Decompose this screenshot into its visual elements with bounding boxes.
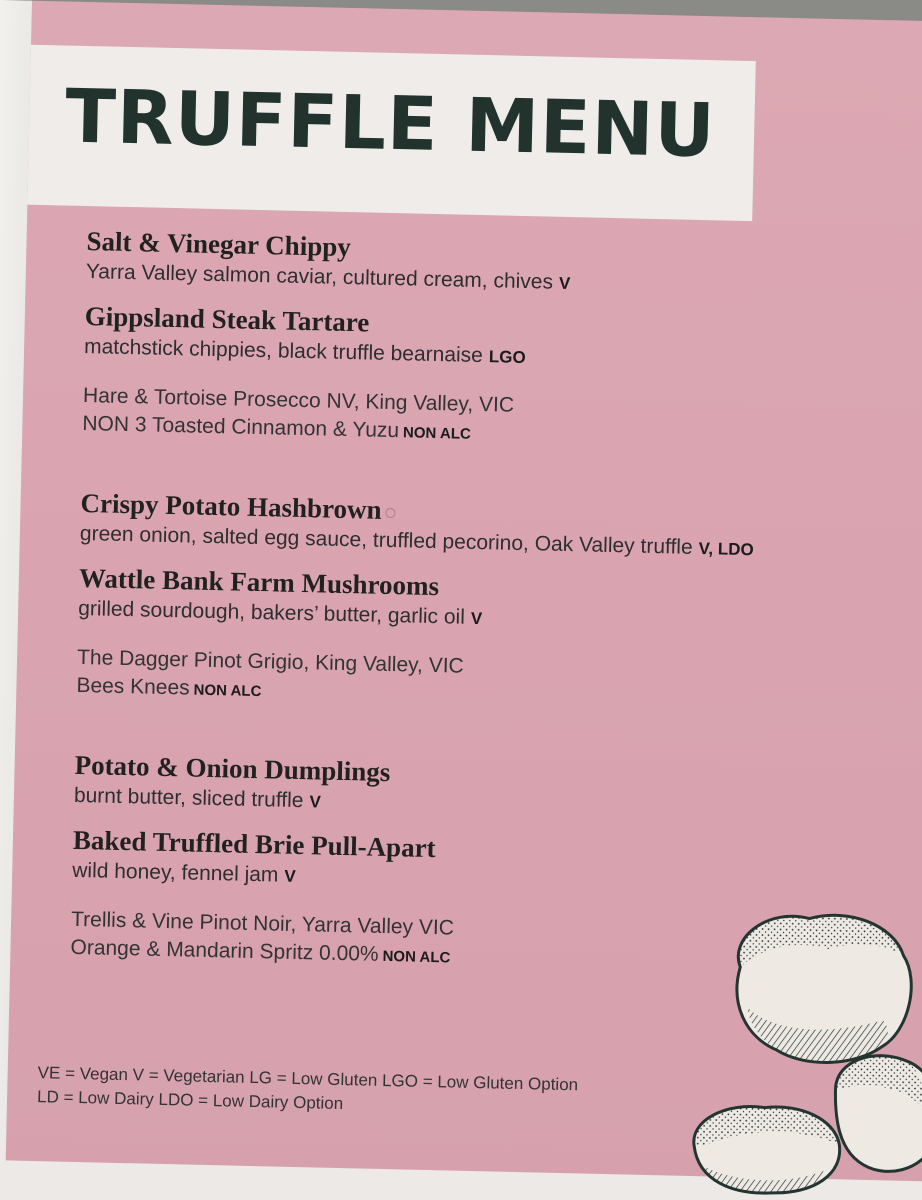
menu-title: TRUFFLE MENU <box>64 73 717 175</box>
truffle-bottom <box>693 1105 841 1195</box>
legend-line: LD = Low Dairy LDO = Low Dairy Option <box>36 1087 344 1114</box>
non-alc-tag: NON ALC <box>193 681 262 701</box>
menu-section <box>76 486 881 720</box>
truffle-illustration-icon <box>683 896 922 1200</box>
truffle-top <box>735 913 912 1064</box>
dish-name: Potato & Onion Dumplings <box>74 749 391 788</box>
dish-description-text: wild honey, fennel jam <box>72 858 279 887</box>
drink-text: Hare & Tortoise Prosecco NV, King Valley, VIC <box>82 383 515 417</box>
non-alc-tag: NON ALC <box>402 424 471 443</box>
dish-item <box>80 486 881 567</box>
dietary-tag: V <box>558 273 571 294</box>
dietary-tag: V <box>309 792 322 812</box>
dish-description-text: green onion, salted egg sauce, truffled pecorino, Oak Valley truffle <box>79 521 693 559</box>
dish-item <box>74 748 875 829</box>
dish-description-text: grilled sourdough, bakers’ butter, garlic oil <box>77 596 466 629</box>
dietary-tag: V <box>284 866 296 886</box>
non-alc-tag: NON ALC <box>382 947 451 967</box>
drink-text: NON 3 Toasted Cinnamon & Yuzu <box>82 411 400 443</box>
dish-name: Baked Truffled Brie Pull-Apart <box>72 824 436 864</box>
dietary-legend <box>37 1061 579 1121</box>
drink-pairing <box>82 382 883 458</box>
dish-item <box>84 299 885 380</box>
truffle-right <box>834 1055 922 1173</box>
dietary-tag: V <box>470 608 483 629</box>
dish-name-text: Crispy Potato Hashbrown <box>80 487 382 525</box>
dish-description-text: burnt butter, sliced truffle <box>73 783 304 813</box>
drink-text: Orange & Mandarin Spritz 0.00% <box>70 935 379 966</box>
dish-item <box>72 823 873 904</box>
drink-text: The Dagger Pinot Grigio, King Valley, VIC <box>76 645 465 678</box>
dish-name: Gippsland Steak Tartare <box>84 301 370 338</box>
dish-description-text: matchstick chippies, black truffle bearnaise <box>83 335 484 368</box>
dietary-tag: LGO <box>488 347 526 368</box>
circle-mark-icon <box>385 508 395 518</box>
dish-name: Salt & Vinegar Chippy <box>86 226 352 263</box>
dish-name: Wattle Bank Farm Mushrooms <box>78 562 440 602</box>
dietary-tag: V, LDO <box>698 538 754 560</box>
drink-text: Trellis & Vine Pinot Noir, Yarra Valley VIC <box>70 907 455 940</box>
dish-item <box>78 561 879 642</box>
menu-section <box>82 224 887 458</box>
dish-item <box>86 224 887 305</box>
drink-text: Bees Knees <box>76 673 190 700</box>
drink-pairing <box>76 644 877 720</box>
dish-description-text: Yarra Valley salmon caviar, cultured cream, chives <box>85 260 554 294</box>
legend-line: VE = Vegan V = Vegetarian LG = Low Gluten LGO = Low Gluten Option <box>37 1063 579 1095</box>
